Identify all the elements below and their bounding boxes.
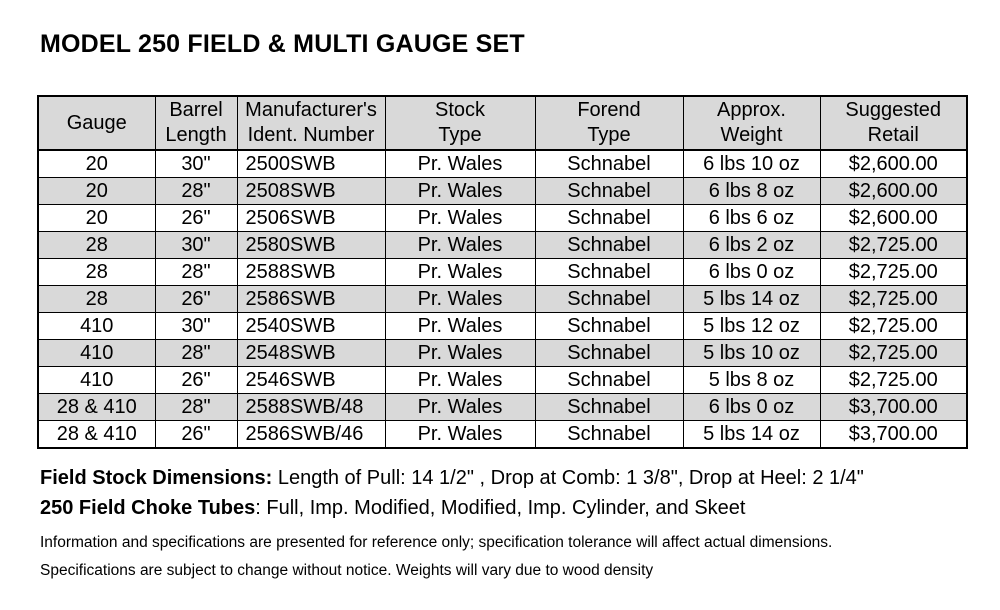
header-ident-number: Manufacturer's Ident. Number	[237, 96, 385, 150]
cell-ident-number: 2588SWB	[237, 259, 385, 286]
page-title: MODEL 250 FIELD & MULTI GAUGE SET	[40, 30, 525, 58]
cell-weight: 6 lbs 0 oz	[683, 259, 820, 286]
table-row	[38, 259, 967, 286]
cell-retail: $2,725.00	[820, 313, 967, 340]
cell-gauge: 28	[38, 259, 155, 286]
cell-weight: 6 lbs 0 oz	[683, 394, 820, 421]
cell-stock-type: Pr. Wales	[385, 259, 535, 286]
spec-table	[37, 95, 968, 449]
cell-forend-type: Schnabel	[535, 313, 683, 340]
cell-barrel-length: 26"	[155, 205, 237, 232]
stock-dimensions-line	[40, 463, 864, 493]
cell-forend-type: Schnabel	[535, 150, 683, 178]
cell-retail: $2,725.00	[820, 340, 967, 367]
cell-forend-type: Schnabel	[535, 421, 683, 449]
cell-forend-type: Schnabel	[535, 367, 683, 394]
cell-stock-type: Pr. Wales	[385, 367, 535, 394]
header-approx-weight: Approx. Weight	[683, 96, 820, 150]
cell-weight: 6 lbs 6 oz	[683, 205, 820, 232]
table-row	[38, 178, 967, 205]
header-forend-type: Forend Type	[535, 96, 683, 150]
table-row	[38, 150, 967, 178]
choke-tubes-label: 250 Field Choke Tubes	[40, 497, 256, 519]
cell-ident-number: 2586SWB	[237, 286, 385, 313]
table-row	[38, 421, 967, 449]
cell-retail: $2,600.00	[820, 178, 967, 205]
stock-dimensions-label: Field Stock Dimensions:	[40, 467, 273, 489]
cell-barrel-length: 30"	[155, 150, 237, 178]
cell-weight: 5 lbs 12 oz	[683, 313, 820, 340]
cell-ident-number: 2500SWB	[237, 150, 385, 178]
cell-gauge: 410	[38, 367, 155, 394]
cell-gauge: 20	[38, 150, 155, 178]
cell-ident-number: 2546SWB	[237, 367, 385, 394]
table-row	[38, 286, 967, 313]
cell-gauge: 28	[38, 286, 155, 313]
cell-gauge: 28 & 410	[38, 394, 155, 421]
cell-weight: 6 lbs 8 oz	[683, 178, 820, 205]
cell-stock-type: Pr. Wales	[385, 313, 535, 340]
cell-forend-type: Schnabel	[535, 178, 683, 205]
cell-retail: $2,600.00	[820, 205, 967, 232]
cell-retail: $2,725.00	[820, 259, 967, 286]
cell-forend-type: Schnabel	[535, 205, 683, 232]
cell-gauge: 20	[38, 205, 155, 232]
cell-ident-number: 2580SWB	[237, 232, 385, 259]
disclaimer-line-2: Specifications are subject to change without notice. Weights will vary due to wood density	[40, 562, 654, 579]
cell-gauge: 28	[38, 232, 155, 259]
cell-stock-type: Pr. Wales	[385, 394, 535, 421]
choke-tubes-line	[40, 493, 864, 523]
cell-stock-type: Pr. Wales	[385, 150, 535, 178]
cell-gauge: 410	[38, 313, 155, 340]
table-row	[38, 394, 967, 421]
choke-tubes-text: : Full, Imp. Modified, Modified, Imp. Cylinder, and Skeet	[255, 497, 746, 519]
table-row	[38, 367, 967, 394]
cell-gauge: 20	[38, 178, 155, 205]
cell-weight: 5 lbs 10 oz	[683, 340, 820, 367]
cell-forend-type: Schnabel	[535, 232, 683, 259]
spec-notes	[40, 463, 864, 523]
cell-retail: $3,700.00	[820, 421, 967, 449]
cell-barrel-length: 28"	[155, 340, 237, 367]
cell-barrel-length: 30"	[155, 232, 237, 259]
cell-gauge: 410	[38, 340, 155, 367]
cell-retail: $2,725.00	[820, 286, 967, 313]
cell-stock-type: Pr. Wales	[385, 178, 535, 205]
header-row	[38, 96, 967, 150]
cell-ident-number: 2506SWB	[237, 205, 385, 232]
stock-dimensions-text: Length of Pull: 14 1/2" , Drop at Comb: 1 3/8", Drop at Heel: 2 1/4"	[272, 467, 864, 489]
table-row	[38, 340, 967, 367]
cell-weight: 5 lbs 14 oz	[683, 286, 820, 313]
cell-barrel-length: 26"	[155, 421, 237, 449]
cell-barrel-length: 28"	[155, 394, 237, 421]
disclaimer	[40, 529, 832, 585]
table-row	[38, 232, 967, 259]
cell-stock-type: Pr. Wales	[385, 205, 535, 232]
cell-retail: $2,725.00	[820, 367, 967, 394]
cell-forend-type: Schnabel	[535, 340, 683, 367]
cell-barrel-length: 26"	[155, 367, 237, 394]
cell-weight: 6 lbs 10 oz	[683, 150, 820, 178]
header-stock-type: Stock Type	[385, 96, 535, 150]
cell-retail: $3,700.00	[820, 394, 967, 421]
cell-weight: 6 lbs 2 oz	[683, 232, 820, 259]
cell-retail: $2,600.00	[820, 150, 967, 178]
disclaimer-line-1: Information and specifications are presented for reference only; specification tolerance will affect actual dimensions.	[40, 534, 833, 551]
cell-barrel-length: 28"	[155, 178, 237, 205]
cell-barrel-length: 28"	[155, 259, 237, 286]
header-barrel-length: Barrel Length	[155, 96, 237, 150]
cell-ident-number: 2588SWB/48	[237, 394, 385, 421]
cell-stock-type: Pr. Wales	[385, 340, 535, 367]
cell-stock-type: Pr. Wales	[385, 421, 535, 449]
header-gauge: Gauge	[38, 96, 155, 150]
cell-retail: $2,725.00	[820, 232, 967, 259]
cell-barrel-length: 30"	[155, 313, 237, 340]
cell-gauge: 28 & 410	[38, 421, 155, 449]
cell-stock-type: Pr. Wales	[385, 286, 535, 313]
cell-forend-type: Schnabel	[535, 259, 683, 286]
cell-ident-number: 2508SWB	[237, 178, 385, 205]
table-row	[38, 205, 967, 232]
cell-ident-number: 2540SWB	[237, 313, 385, 340]
cell-forend-type: Schnabel	[535, 286, 683, 313]
cell-barrel-length: 26"	[155, 286, 237, 313]
cell-forend-type: Schnabel	[535, 394, 683, 421]
cell-stock-type: Pr. Wales	[385, 232, 535, 259]
cell-ident-number: 2548SWB	[237, 340, 385, 367]
header-suggested-retail: Suggested Retail	[820, 96, 967, 150]
table-row	[38, 313, 967, 340]
cell-ident-number: 2586SWB/46	[237, 421, 385, 449]
cell-weight: 5 lbs 14 oz	[683, 421, 820, 449]
cell-weight: 5 lbs 8 oz	[683, 367, 820, 394]
